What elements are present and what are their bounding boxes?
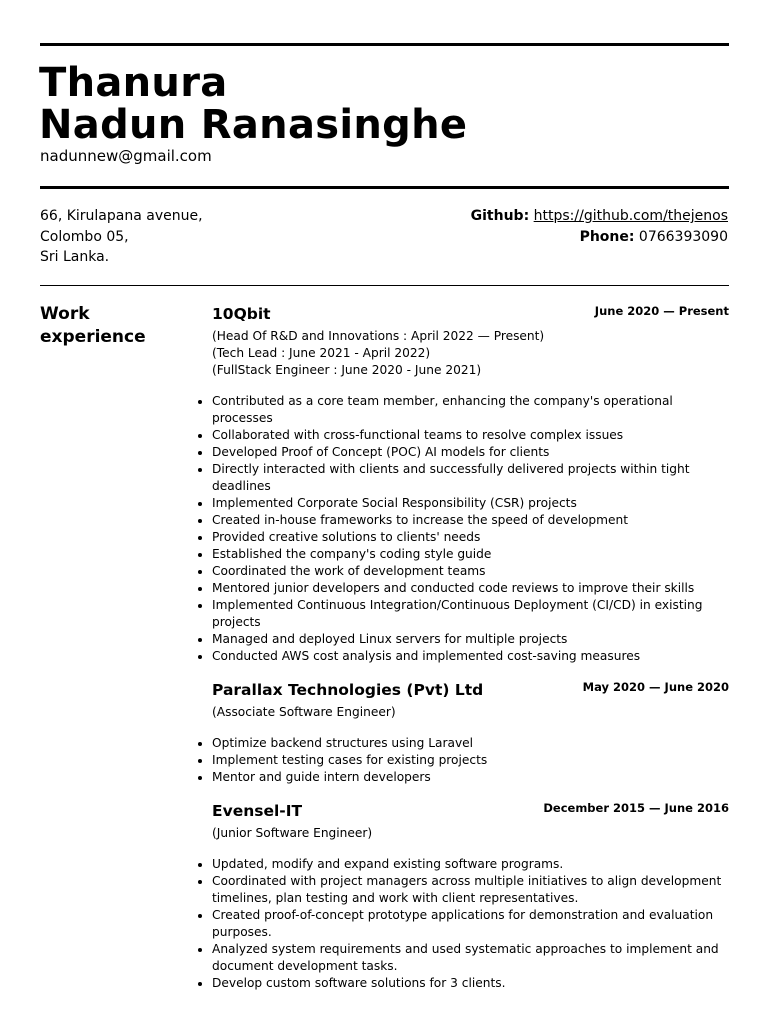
role-title: (Tech Lead : June 2021 - April 2022) <box>212 346 431 360</box>
section-title-line-1: Work <box>40 304 90 324</box>
job-header <box>212 679 729 703</box>
job-entry <box>212 679 729 786</box>
address-line-2: Colombo 05, <box>40 228 129 245</box>
address-line-3: Sri Lanka. <box>40 249 110 265</box>
company-name: Parallax Technologies (Pvt) Ltd <box>212 681 484 699</box>
name-line-2: Nadun Ranasinghe <box>39 102 468 148</box>
responsibility-item: • Created in-house frameworks to increase the speed of development <box>212 512 729 529</box>
email-address: nadunnew@gmail.com <box>40 147 212 165</box>
work-experience-list <box>212 303 729 992</box>
job-entry <box>212 303 729 665</box>
phone-row <box>471 227 728 248</box>
github-label: Github: <box>470 208 530 224</box>
responsibility-item: • Mentored junior developers and conducted code reviews to improve their skills <box>212 580 729 597</box>
top-divider <box>40 43 729 46</box>
phone-label: Phone: <box>579 228 635 245</box>
header-divider <box>40 186 729 189</box>
role-title: (Junior Software Engineer) <box>212 826 373 840</box>
job-roles <box>212 704 729 721</box>
work-experience-heading <box>40 303 146 349</box>
name-line-1: Thanura <box>39 60 228 106</box>
job-dates: June 2020 — Present <box>594 304 729 318</box>
job-responsibilities <box>212 393 729 665</box>
job-header <box>212 800 729 824</box>
responsibility-item: • Provided creative solutions to clients' needs <box>212 529 729 546</box>
responsibility-item: • Developed Proof of Concept (POC) AI models for clients <box>212 444 729 461</box>
job-responsibilities <box>212 735 729 786</box>
responsibility-item: • Collaborated with cross-functional teams to resolve complex issues <box>212 427 729 444</box>
job-dates: December 2015 — June 2016 <box>543 801 729 815</box>
github-link[interactable]: https://github.com/thejenos <box>533 208 728 224</box>
job-responsibilities <box>212 856 729 992</box>
responsibility-item: • Updated, modify and expand existing software programs. <box>212 856 729 873</box>
github-row <box>471 206 728 227</box>
responsibility-item: • Created proof-of-concept prototype applications for demonstration and evaluation purposes. <box>212 907 729 941</box>
responsibility-item: • Implemented Corporate Social Responsibility (CSR) projects <box>212 495 729 512</box>
company-name: 10Qbit <box>212 305 271 323</box>
responsibility-item: • Coordinated the work of development teams <box>212 563 729 580</box>
job-roles <box>212 328 729 379</box>
responsibility-item: • Coordinated with project managers across multiple initiatives to align development timelines, plan testing and work with client representatives. <box>212 873 729 907</box>
role-title: (Associate Software Engineer) <box>212 705 396 719</box>
responsibility-item: • Develop custom software solutions for 3 clients. <box>212 975 729 992</box>
responsibility-item: • Contributed as a core team member, enhancing the company's operational processes <box>212 393 729 427</box>
job-header <box>212 303 729 327</box>
section-title-line-2: experience <box>40 327 146 347</box>
responsibility-item: • Mentor and guide intern developers <box>212 769 729 786</box>
candidate-name <box>39 62 467 146</box>
responsibility-item: • Implement testing cases for existing projects <box>212 752 729 769</box>
address-line-1: 66, Kirulapana avenue, <box>40 208 203 224</box>
section-divider <box>40 285 729 286</box>
responsibility-item: • Directly interacted with clients and successfully delivered projects within tight deadlines <box>212 461 729 495</box>
role-title: (Head Of R&D and Innovations : April 2022 — Present) <box>212 329 545 343</box>
responsibility-item: • Implemented Continuous Integration/Continuous Deployment (CI/CD) in existing projects <box>212 597 729 631</box>
job-dates: May 2020 — June 2020 <box>582 680 729 694</box>
responsibility-item: • Managed and deployed Linux servers for multiple projects <box>212 631 729 648</box>
company-name: Evensel-IT <box>212 802 303 820</box>
responsibility-item: • Analyzed system requirements and used systematic approaches to implement and document development tasks. <box>212 941 729 975</box>
responsibility-item: • Optimize backend structures using Laravel <box>212 735 729 752</box>
postal-address <box>40 206 203 268</box>
responsibility-item: • Established the company's coding style guide <box>212 546 729 563</box>
job-entry <box>212 800 729 992</box>
role-title: (FullStack Engineer : June 2020 - June 2021) <box>212 363 482 377</box>
phone-number: 0766393090 <box>638 228 728 245</box>
job-roles <box>212 825 729 842</box>
responsibility-item: • Conducted AWS cost analysis and implemented cost-saving measures <box>212 648 729 665</box>
contact-info <box>471 206 728 247</box>
